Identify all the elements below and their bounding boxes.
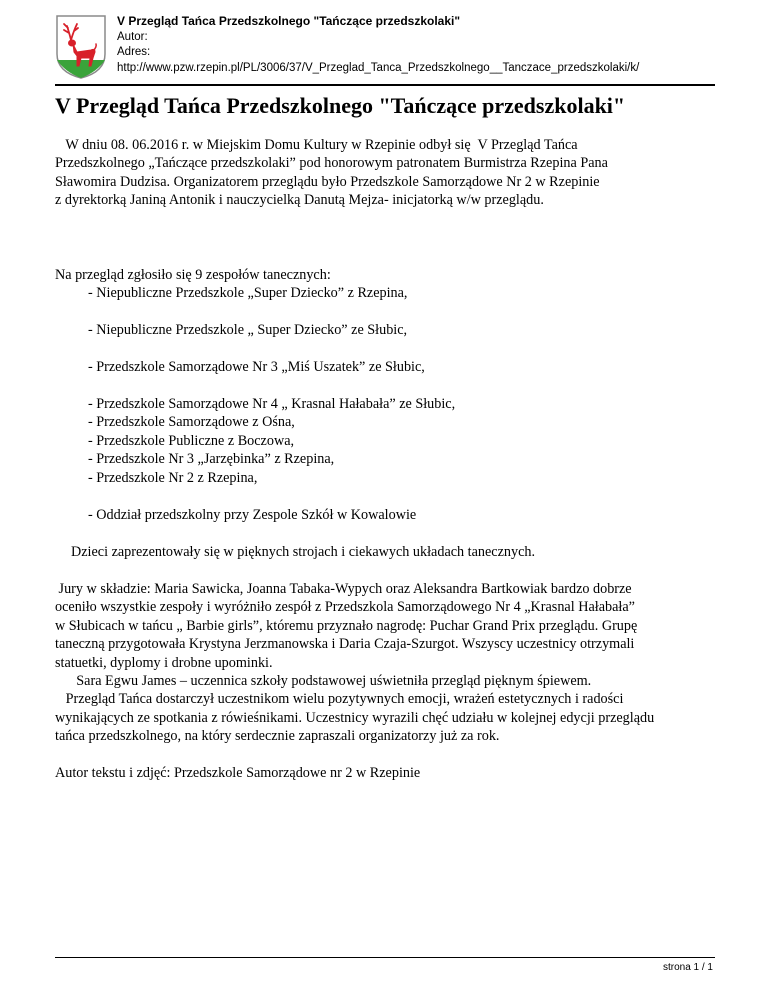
header-address: Adres: xyxy=(117,46,151,58)
document-header xyxy=(55,14,715,82)
team-list-group xyxy=(88,395,455,487)
team-list-item: - Przedszkole Publiczne z Boczowa, xyxy=(88,432,295,449)
team-list-item: - Niepubliczne Przedszkole „ Super Dziecko” ze Słubic, xyxy=(88,322,408,338)
team-list-item: - Przedszkole Nr 2 z Rzepina, xyxy=(88,469,258,486)
text-line: W dniu 08. 06.2016 r. w Miejskim Domu Kultury w Rzepinie odbył się V Przegląd Tańca xyxy=(55,137,578,153)
intro-paragraph xyxy=(55,136,608,210)
text-line: oceniło wszystkie zespoły i wyróżniło zespół z Przedszkola Samorządowego Nr 4 „Krasnal Hałabała” xyxy=(55,599,635,616)
text-line: taneczną przygotowała Krystyna Jerzmanowska i Daria Czaja-Szurgot. Wszyscy uczestnicy otrzymali xyxy=(55,636,635,653)
text-line: Sławomira Dudzisa. Organizatorem przeglądu było Przedszkole Samorządowe Nr 2 w Rzepinie xyxy=(55,173,600,190)
header-divider xyxy=(55,84,715,86)
team-list-item: - Przedszkole Nr 3 „Jarzębinka” z Rzepina, xyxy=(88,451,335,468)
header-meta xyxy=(117,14,639,76)
footer-divider xyxy=(55,957,715,958)
jury-paragraph xyxy=(55,580,654,746)
list-intro: Na przegląd zgłosiło się 9 zespołów tanecznych: xyxy=(55,267,331,283)
text-line: Sara Egwu James – uczennica szkoły podstawowej uświetniła przegląd pięknym śpiewem. xyxy=(55,673,592,690)
text-line: Przedszkolnego „Tańczące przedszkolaki” pod honorowym patronatem Burmistrza Rzepina Pana xyxy=(55,155,608,172)
text-line: Jury w składzie: Maria Sawicka, Joanna Tabaka-Wypych oraz Aleksandra Bartkowiak bardzo dobrze xyxy=(55,581,632,597)
coat-of-arms-stag-icon xyxy=(55,14,107,80)
team-list-item: - Oddział przedszkolny przy Zespole Szkół w Kowalowie xyxy=(88,507,417,523)
header-url[interactable]: http://www.pzw.rzepin.pl/PL/3006/37/V_Przeglad_Tanca_Przedszkolnego__Tanczace_przedszkolaki/k/ xyxy=(117,61,640,74)
text-line: wynikających ze spotkania z rówieśnikami. Uczestnicy wyrazili chęć udziału w kolejnej edycji przeglądu xyxy=(55,709,655,726)
header-author: Autor: xyxy=(117,30,148,43)
team-list-item: - Przedszkole Samorządowe Nr 4 „ Krasnal Hałabała” ze Słubic, xyxy=(88,396,456,412)
costumes-paragraph: Dzieci zaprezentowały się w pięknych strojach i ciekawych układach tanecznych. xyxy=(71,544,536,560)
text-line: z dyrektorką Janiną Antonik i nauczycielką Danutą Mejza- inicjatorką w/w przeglądu. xyxy=(55,192,544,209)
page-number: strona 1 / 1 xyxy=(662,962,713,973)
text-line: tańca przedszkolnego, na który serdecznie zapraszali organizatorzy już za rok. xyxy=(55,728,500,745)
team-list-item: - Przedszkole Samorządowe Nr 3 „Miś Uszatek” ze Słubic, xyxy=(88,359,425,375)
header-title: V Przegląd Tańca Przedszkolnego "Tańczące przedszkolaki" xyxy=(117,14,461,28)
text-line: Przegląd Tańca dostarczył uczestnikom wielu pozytywnych emocji, wrażeń estetycznych i radości xyxy=(55,691,624,708)
team-list-item: - Przedszkole Samorządowe z Ośna, xyxy=(88,414,295,431)
team-list-item: - Niepubliczne Przedszkole „Super Dziecko” z Rzepina, xyxy=(88,285,408,301)
text-line: w Słubicach w tańcu „ Barbie girls”, któremu przyznało nagrodę: Puchar Grand Prix przeglądu. Grupę xyxy=(55,617,638,634)
article-title: V Przegląd Tańca Przedszkolnego "Tańczące przedszkolaki" xyxy=(55,93,626,118)
author-credit: Autor tekstu i zdjęć: Przedszkole Samorządowe nr 2 w Rzepinie xyxy=(55,765,421,781)
text-line: statuetki, dyplomy i drobne upominki. xyxy=(55,654,273,671)
